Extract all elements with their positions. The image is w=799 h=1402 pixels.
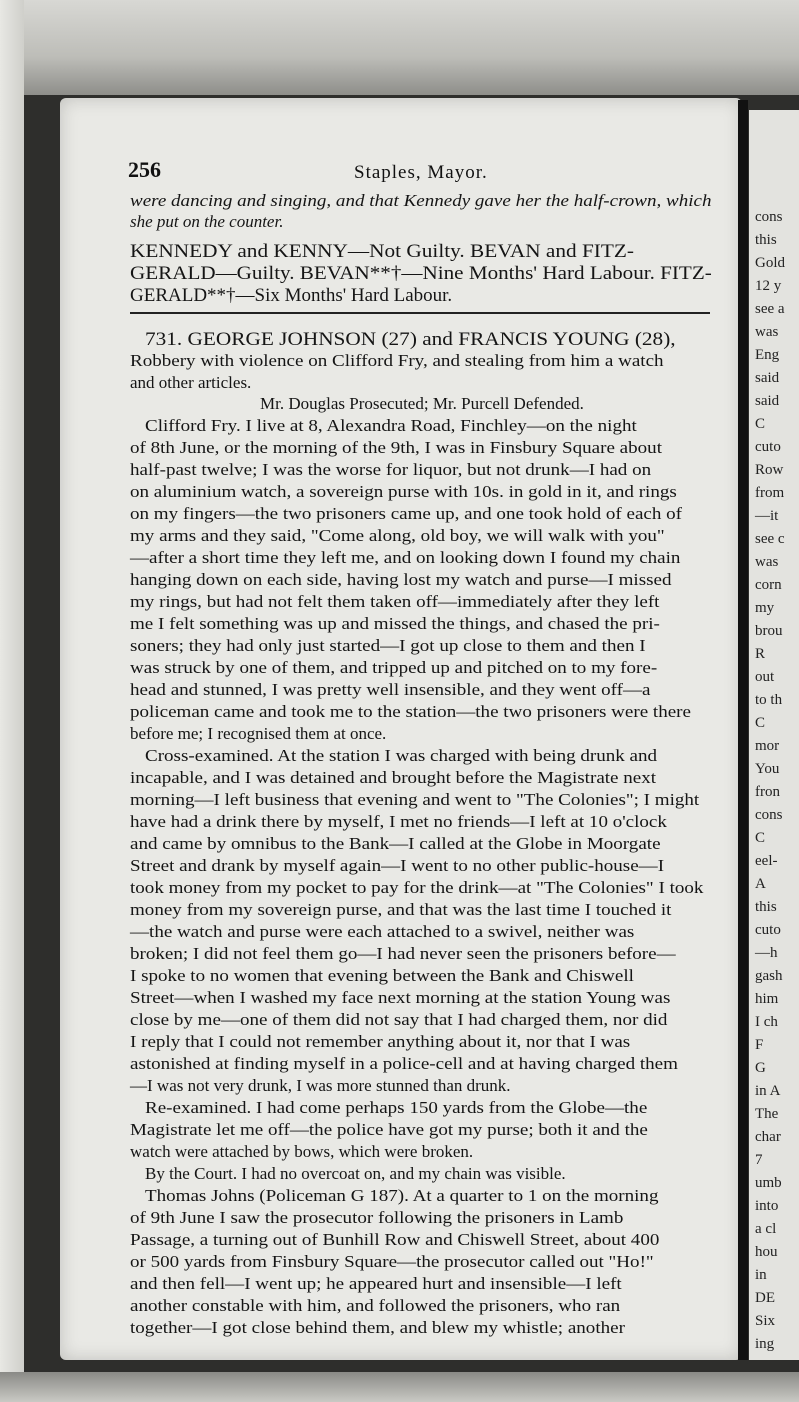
text-line: was struck by one of them, and tripped up and pitched on to my fore-: [130, 658, 658, 677]
text-line: soners; they had only just started—I got up close to them and then I: [130, 636, 646, 655]
facing-page-fragment: in A: [755, 1083, 781, 1099]
facing-page-fragment: R: [755, 646, 766, 662]
facing-page-fragment: my: [755, 600, 775, 616]
text-line: have had a drink there by myself, I met no friends—I left at 10 o'clock: [130, 812, 667, 831]
facing-page-fragment: umb: [755, 1175, 782, 1191]
scan-left-edge: [0, 0, 24, 1402]
text-line: my rings, but had not felt them taken off—immediately after they left: [130, 592, 660, 611]
facing-page-fragment: char: [755, 1129, 781, 1145]
facing-page-fragment: Row: [755, 462, 784, 478]
facing-page-fragment: gash: [755, 968, 783, 984]
text-line: Passage, a turning out of Bunhill Row and Chiswell Street, about 400: [130, 1230, 660, 1249]
facing-page-fragment: mor: [755, 738, 780, 754]
facing-page-fragment: Gold: [755, 255, 785, 271]
text-line: and then fell—I went up; he appeared hurt and insensible—I left: [130, 1274, 622, 1293]
facing-page-fragment: said: [755, 393, 780, 409]
running-title: Staples, Mayor.: [354, 162, 488, 183]
facing-page-fragment: —h: [755, 945, 778, 961]
facing-page-fragment: C: [755, 715, 766, 731]
text-line: on my fingers—the two prisoners came up, and one took hold of each of: [130, 504, 683, 523]
text-line: and came by omnibus to the Bank—I called at the Globe in Moorgate: [130, 834, 661, 853]
facing-page-fragment: said: [755, 370, 780, 386]
facing-page-fragment: ing: [755, 1336, 775, 1352]
facing-page-fragment: hou: [755, 1244, 778, 1260]
text-line: hanging down on each side, having lost my watch and purse—I missed: [130, 570, 672, 589]
text-line: Thomas Johns (Policeman G 187). At a quarter to 1 on the morning: [145, 1186, 659, 1205]
text-line: —the watch and purse were each attached to a swivel, neither was: [130, 922, 635, 941]
facing-page-fragment: a cl: [755, 1221, 777, 1237]
text-line: before me; I recognised them at once.: [130, 724, 387, 743]
facing-page-fragment: cons: [755, 807, 783, 823]
facing-page-fragment: in: [755, 1267, 767, 1283]
page-number: 256: [128, 157, 161, 182]
text-line: took money from my pocket to pay for the drink—at "The Colonies" I took: [130, 878, 704, 897]
book-gutter: [738, 100, 748, 1360]
facing-page-fragment: see a: [755, 301, 785, 317]
text-line: Re-examined. I had come perhaps 150 yards from the Globe—the: [145, 1098, 648, 1117]
scan-bottom-background: [0, 1372, 799, 1402]
text-line: I reply that I could not remember anything about it, nor that I was: [130, 1032, 631, 1051]
text-line: —I was not very drunk, I was more stunned than drunk.: [130, 1076, 511, 1095]
text-line: or 500 yards from Finsbury Square—the prosecutor called out "Ho!": [130, 1252, 654, 1271]
facing-page-fragment: eel-: [755, 853, 778, 869]
text-line: 731. GEORGE JOHNSON (27) and FRANCIS YOUNG (28),: [145, 329, 676, 350]
scan-top-background: [0, 0, 799, 95]
text-line: By the Court. I had no overcoat on, and my chain was visible.: [145, 1164, 566, 1183]
facing-page-fragment: this: [755, 899, 777, 915]
facing-page-fragment: from: [755, 485, 785, 501]
text-line: KENNEDY and KENNY—Not Guilty. BEVAN and FITZ-: [130, 241, 634, 262]
text-line: and other articles.: [130, 373, 252, 392]
facing-page-fragment: corn: [755, 577, 782, 593]
text-line: Robbery with violence on Clifford Fry, and stealing from him a watch: [130, 351, 664, 370]
facing-page-fragment: cuto: [755, 439, 781, 455]
facing-page-fragment: —it: [755, 508, 779, 524]
text-line: she put on the counter.: [130, 212, 284, 231]
facing-page-fragment: brou: [755, 623, 783, 639]
facing-page-fragment: I ch: [755, 1014, 778, 1030]
text-line: me I felt something was up and missed the things, and chased the pri-: [130, 614, 660, 633]
facing-page-fragment: A: [755, 876, 766, 892]
facing-page-fragment: Six: [755, 1313, 776, 1329]
text-line: incapable, and I was detained and brought before the Magistrate next: [130, 768, 657, 787]
text-line: Mr. Douglas Prosecuted; Mr. Purcell Defended.: [260, 394, 584, 413]
text-line: GERALD**†—Six Months' Hard Labour.: [130, 285, 453, 306]
facing-page-fragment: DE: [755, 1290, 775, 1306]
facing-page-fragment: cons: [755, 209, 783, 225]
text-line: Cross-examined. At the station I was charged with being drunk and: [145, 746, 658, 765]
facing-page-fragment: G: [755, 1060, 766, 1076]
facing-page-fragment: Eng: [755, 347, 780, 363]
facing-page-fragment: fron: [755, 784, 780, 800]
text-line: policeman came and took me to the station—the two prisoners were there: [130, 702, 691, 721]
text-line: close by me—one of them did not say that I had charged them, nor did: [130, 1010, 668, 1029]
text-line: together—I got close behind them, and blew my whistle; another: [130, 1318, 625, 1337]
text-line: morning—I left business that evening and went to "The Colonies"; I might: [130, 790, 700, 809]
text-line: money from my sovereign purse, and that was the last time I touched it: [130, 900, 672, 919]
text-line: were dancing and singing, and that Kennedy gave her the half-crown, which: [130, 191, 712, 210]
facing-page-fragment: see c: [755, 531, 785, 547]
text-line: another constable with him, and followed the prisoners, who ran: [130, 1296, 621, 1315]
text-line: of 9th June I saw the prosecutor following the prisoners in Lamb: [130, 1208, 624, 1227]
facing-page-fragment: 7: [755, 1152, 763, 1168]
facing-page-fragment: C: [755, 830, 766, 846]
facing-page-fragment: F: [755, 1037, 764, 1053]
facing-page-fragment: The: [755, 1106, 779, 1122]
facing-page-fragment: was: [755, 554, 779, 570]
text-line: Clifford Fry. I live at 8, Alexandra Road, Finchley—on the night: [145, 416, 637, 435]
facing-page-fragment: C: [755, 416, 766, 432]
facing-page-fragment: 12 y: [755, 278, 782, 294]
text-line: on aluminium watch, a sovereign purse with 10s. in gold in it, and rings: [130, 482, 677, 501]
facing-page-fragment: cuto: [755, 922, 781, 938]
facing-page-fragment: into: [755, 1198, 779, 1214]
text-line: watch were attached by bows, which were broken.: [130, 1142, 474, 1161]
facing-page-fragment: to th: [755, 692, 783, 708]
text-line: my arms and they said, "Come along, old boy, we will walk with you": [130, 526, 665, 545]
facing-page-edge: [749, 110, 799, 1360]
text-line: broken; I did not feel them go—I had never seen the prisoners before—: [130, 944, 676, 963]
section-rule: [130, 312, 710, 314]
facing-page-fragment: this: [755, 232, 777, 248]
text-line: astonished at finding myself in a police-cell and at having charged them: [130, 1054, 678, 1073]
text-line: —after a short time they left me, and on looking down I found my chain: [130, 548, 681, 567]
text-line: I spoke to no women that evening between the Bank and Chiswell: [130, 966, 634, 985]
facing-page-fragment: out: [755, 669, 775, 685]
text-line: half-past twelve; I was the worse for liquor, but not drunk—I had on: [130, 460, 652, 479]
facing-page-fragment: him: [755, 991, 779, 1007]
text-line: Street—when I washed my face next morning at the station Young was: [130, 988, 671, 1007]
text-line: Magistrate let me off—the police have got my purse; both it and the: [130, 1120, 648, 1139]
facing-page-fragment: You: [755, 761, 780, 777]
text-line: Street and drank by myself again—I went to no other public-house—I: [130, 856, 665, 875]
text-line: head and stunned, I was pretty well insensible, and they went off—a: [130, 680, 651, 699]
facing-page-fragment: was: [755, 324, 779, 340]
text-line: GERALD—Guilty. BEVAN**†—Nine Months' Hard Labour. FITZ-: [130, 263, 712, 284]
text-line: of 8th June, or the morning of the 9th, I was in Finsbury Square about: [130, 438, 662, 457]
